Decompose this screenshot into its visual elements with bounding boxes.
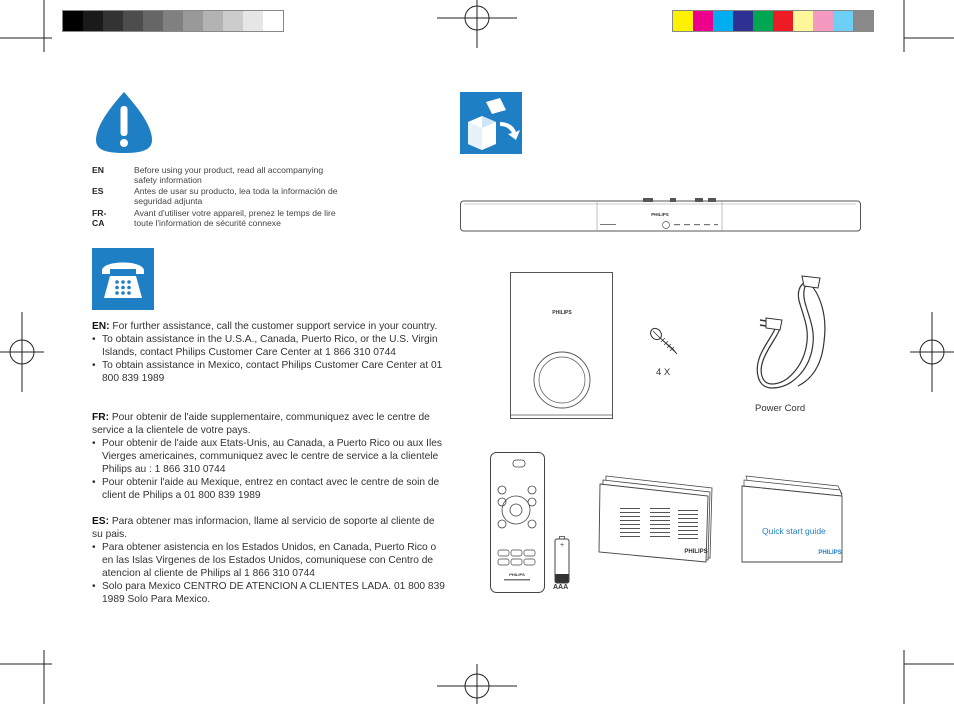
support-en-label: EN:: [92, 321, 110, 332]
quick-start-guide-illustration: [740, 474, 844, 566]
support-fr-label: FR:: [92, 412, 109, 423]
support-en-text: For further assistance, call the customer support service in your country.: [112, 321, 438, 332]
safety-language-code: ES: [92, 186, 104, 196]
process-color-bar: [672, 10, 874, 32]
gray-swatch: [63, 11, 83, 31]
user-manual-illustration: [598, 474, 716, 566]
support-fr-bullet: • Pour obtenir l'aide au Mexique, entrez en contact avec le centre de soin de client de Philips a 01 800 839 1989: [92, 476, 448, 502]
quick-start-guide-title: Quick start guide: [762, 526, 826, 536]
gray-swatch: [143, 11, 163, 31]
color-swatch: [733, 11, 753, 31]
svg-text:PHILIPS: PHILIPS: [552, 310, 572, 316]
warning-exclamation-icon: [92, 90, 156, 154]
color-swatch: [693, 11, 713, 31]
support-en-bullet: • To obtain assistance in Mexico, contact Philips Customer Care Center at 01 800 839 1989: [92, 359, 448, 385]
power-cord-label: Power Cord: [755, 403, 806, 414]
color-swatch: [853, 11, 873, 31]
support-fr-text: Pour obtenir de l'aide supplementaire, communiquez avec le centre de service a la clientele de votre pays.: [92, 412, 430, 436]
gray-swatch: [263, 11, 283, 31]
support-en-section: [92, 320, 448, 385]
telephone-icon: [92, 248, 154, 310]
svg-text:PHILIPS: PHILIPS: [651, 212, 669, 217]
gray-swatch: [83, 11, 103, 31]
battery-type-label: AAA: [553, 584, 569, 591]
safety-language-code: EN: [92, 165, 104, 175]
support-fr-bullet: • Pour obtenir de l'aide aux Etats-Unis, au Canada, a Puerto Rico ou aux Iles Vierges americaines, communiquez avec le centre de service a la clientele Philips au : 1 866 310 0744: [92, 437, 448, 476]
safety-language-code: FR-CA: [92, 208, 107, 228]
color-swatch: [813, 11, 833, 31]
power-cord-illustration: [748, 272, 840, 400]
support-fr-section: [92, 411, 448, 502]
color-swatch: [833, 11, 853, 31]
aaa-battery-illustration: [554, 536, 570, 584]
svg-text:PHILIPS: PHILIPS: [509, 572, 525, 577]
gray-swatch: [183, 11, 203, 31]
soundbar-illustration: [460, 198, 862, 234]
support-es-text: Para obtener mas informacion, llame al servicio de soporte al cliente de su pais.: [92, 516, 435, 540]
support-es-section: [92, 515, 448, 606]
gray-swatch: [103, 11, 123, 31]
color-swatch: [773, 11, 793, 31]
svg-text:+: +: [559, 542, 565, 549]
color-swatch: [793, 11, 813, 31]
grayscale-color-bar: [62, 10, 284, 32]
svg-text:PHILIPS: PHILIPS: [818, 550, 842, 556]
screw-illustration: [648, 326, 682, 356]
support-es-label: ES:: [92, 516, 109, 527]
support-en-bullet: • To obtain assistance in the U.S.A., Canada, Puerto Rico, or the U.S. Virgin Islands, contact Philips Customer Care Center at 1 866 310 0744: [92, 333, 448, 359]
gray-swatch: [123, 11, 143, 31]
color-swatch: [753, 11, 773, 31]
gray-swatch: [223, 11, 243, 31]
safety-notice-text: Antes de usar su producto, lea toda la información de seguridad adjunta: [134, 186, 338, 206]
support-es-bullet: • Solo para Mexico CENTRO DE ATENCION A CLIENTES LADA. 01 800 839 1989 Solo Para Mexico.: [92, 580, 448, 606]
safety-notice-text: Before using your product, read all accompanying safety information: [134, 165, 324, 185]
color-swatch: [673, 11, 693, 31]
gray-swatch: [243, 11, 263, 31]
safety-notice-text: Avant d'utiliser votre appareil, prenez le temps de lire toute l'information de sécurité connexe: [134, 208, 336, 228]
remote-control-illustration: [490, 452, 546, 594]
unboxing-icon: [460, 92, 522, 154]
support-es-bullet: • Para obtener asistencia en los Estados Unidos, en Canada, Puerto Rico o en las Islas Virgenes de los Estados Unidos, comuniquese con Centro de atencion al cliente de Philips al 1 866 310 0744: [92, 541, 448, 580]
svg-text:PHILIPS: PHILIPS: [684, 549, 708, 555]
color-swatch: [713, 11, 733, 31]
screws-quantity-label: 4 X: [656, 367, 671, 378]
gray-swatch: [163, 11, 183, 31]
subwoofer-illustration: [510, 272, 614, 422]
gray-swatch: [203, 11, 223, 31]
